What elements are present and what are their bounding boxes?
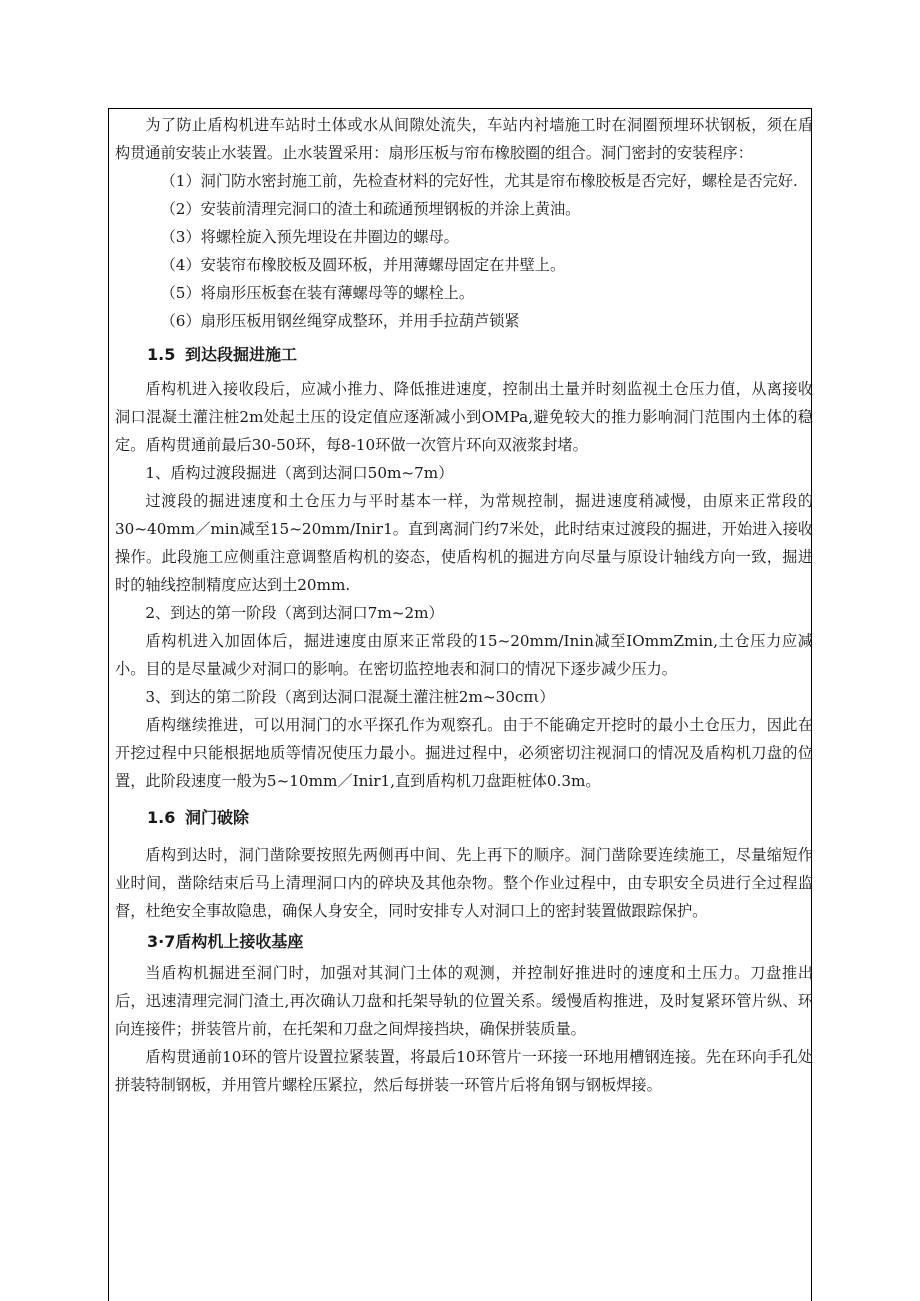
install-step-4: （4）安装帘布橡胶板及圆环板，并用薄螺母固定在井壁上。 <box>160 256 566 274</box>
subsection-body-1: 过渡段的掘进速度和土仓压力与平时基本一样，为常规控制，掘进速度稍减慢，由原来正常段的30~40mm／min减至15~20mm/Inir1。直到离洞门约7米处，此时结束过渡段的掘进，开始进入接收操作。此段施工应侧重注意调整盾构机的姿态，使盾构机的掘进方向尽量与原设计轴线方向一致，掘进时的轴线控制精度应达到土20mm. <box>115 492 813 594</box>
subsection-title-3: 3、到达的第二阶段（离到达洞口混凝土灌注桩2m~30cπι） <box>145 688 555 706</box>
section-heading-3-7 <box>115 925 813 959</box>
install-step-6: （6）扇形压板用钢丝绳穿成整环，并用手拉葫芦锁紧 <box>160 312 520 330</box>
section-heading-1-6 <box>115 795 813 841</box>
paragraph-3-7-a: 当盾构机掘进至洞门时，加强对其洞门土体的观测，并控制好推进时的速度和土压力。刀盘推出后，迅速清理完洞门渣土,再次确认刀盘和托架导轨的位置关系。缓慢盾构推进，及时复紧环管片纵、环向连接件；拼装管片前，在托架和刀盘之间焊接挡块，确保拼装质量。 <box>115 964 813 1038</box>
section-heading-1-5 <box>115 335 813 375</box>
install-step-1: （1）洞门防水密封施工前，先检查材料的完好性，尤其是帘布橡胶板是否完好，螺栓是否完好. <box>160 172 798 190</box>
subsection-title-1: 1、盾构过渡段掘进（离到达洞口50m~7m） <box>145 464 454 482</box>
section-title: 到达段掘进施工 <box>185 345 298 364</box>
document-body <box>115 111 813 1099</box>
subsection-title-2: 2、到达的第一阶段（离到达洞口7m~2m） <box>145 604 444 622</box>
paragraph-3-7-b: 盾构贯通前10环的管片设置拉紧装置，将最后10环管片一环接一环地用槽钢连接。先在环向手孔处拼装特制钢板，并用管片螺栓压紧拉，然后每拼装一环管片后将角钢与钢板焊接。 <box>115 1048 813 1094</box>
section-number: 1.5 <box>147 345 176 364</box>
install-step-2: （2）安装前清理完洞口的渣土和疏通预埋钢板的并涂上黄油。 <box>160 200 581 218</box>
section-number: 1.6 <box>147 808 176 827</box>
intro-paragraph: 为了防止盾构机进车站时土体或水从间隙处流失，车站内衬墙施工时在洞圈预埋环状钢板，须在盾构贯通前安装止水装置。止水装置采用：扇形压板与帘布橡胶圈的组合。洞门密封的安装程序： <box>115 116 813 162</box>
paragraph-1-6: 盾构到达时，洞门凿除要按照先两侧再中间、先上再下的顺序。洞门凿除要连续施工，尽量缩短作业时间，凿除结束后马上清理洞口内的碎块及其他杂物。整个作业过程中，由专职安全员进行全过程监督，杜绝安全事故隐患，确保人身安全，同时安排专人对洞口上的密封装置做跟踪保护。 <box>115 846 813 920</box>
install-step-3: （3）将螺栓旋入预先埋设在井圈边的螺母。 <box>160 228 459 246</box>
paragraph-1-5: 盾构机进入接收段后，应减小推力、降低推进速度，控制出土量并时刻监视土仓压力值，从离接收洞口混凝土灌注桩2m处起土压的设定值应逐渐减小到OMPa,避免较大的推力影响洞门范围内土体的稳定。盾构贯通前最后30-50环，每8-10环做一次管片环向双液浆封堵。 <box>115 380 813 454</box>
section-title: 洞门破除 <box>185 808 250 827</box>
subsection-body-3: 盾构继续推进，可以用洞门的水平探孔作为观察孔。由于不能确定开挖时的最小土仓压力，因此在开挖过程中只能根据地质等情况使压力最小。掘进过程中，必须密切注视洞口的情况及盾构机刀盘的位置，此阶段速度一般为5~10mm／Inir1,直到盾构机刀盘距桩体0.3m。 <box>115 716 813 790</box>
section-title: 3·7盾构机上接收基座 <box>147 932 304 951</box>
subsection-body-2: 盾构机进入加固体后，掘进速度由原来正常段的15~20mm/Inin减至IOmmZmin,土仓压力应减小。目的是尽量减少对洞口的影响。在密切监控地表和洞口的情况下逐步减少压力。 <box>115 632 813 678</box>
install-step-5: （5）将扇形压板套在装有薄螺母等的螺栓上。 <box>160 284 475 302</box>
